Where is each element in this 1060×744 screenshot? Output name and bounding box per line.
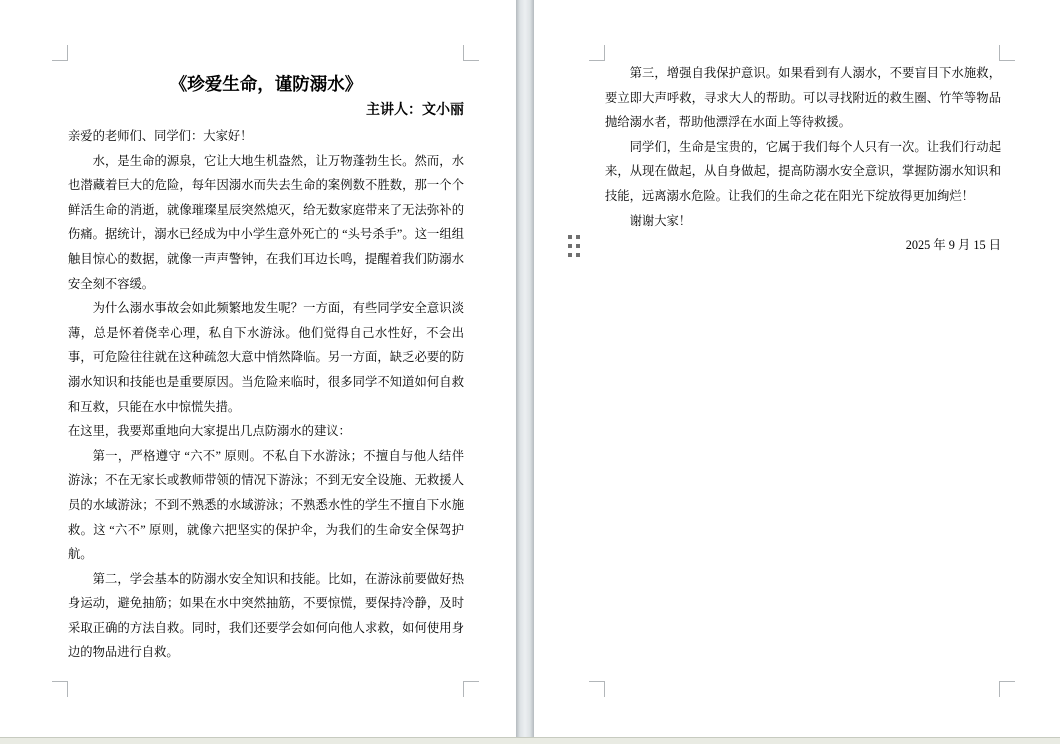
margin-corner-mark: [589, 681, 605, 697]
page-2: [534, 0, 1060, 737]
margin-corner-mark: [52, 45, 68, 61]
paragraph-indent[interactable]: 第二，学会基本的防溺水安全知识和技能。比如，在游泳前要做好热身运动，避免抽筋；如果在水中突然抽筋，不要惊慌，要保持冷静，及时采取正确的方法自救。同时，我们还要学会如何向他人求救，如何使用身边的物品进行自救。: [68, 571, 464, 660]
paragraph-flush[interactable]: 亲爱的老师们、同学们：大家好！: [68, 129, 253, 143]
paragraph-indent[interactable]: 为什么溺水事故会如此频繁地发生呢？一方面，有些同学安全意识淡薄，总是怀着侥幸心理，私自下水游泳。他们觉得自己水性好，不会出事，可危险往往就在这种疏忽大意中悄然降临。另一方面，缺乏必要的防溺水知识和技能也是重要原因。当危险来临时，很多同学不知道如何自救和互救，只能在水中惊慌失措。: [68, 301, 464, 414]
paragraph-indent[interactable]: 同学们，生命是宝贵的，它属于我们每个人只有一次。让我们行动起来，从现在做起，从自身做起，提高防溺水安全意识，掌握防溺水知识和技能，远离溺水危险。让我们的生命之花在阳光下绽放得更加绚烂！: [605, 139, 1001, 203]
margin-corner-mark: [999, 681, 1015, 697]
drag-handle-icon[interactable]: [568, 235, 580, 257]
margin-corner-mark: [463, 681, 479, 697]
paragraph-byline[interactable]: 主讲人：文小丽: [366, 103, 464, 118]
paragraph-flush[interactable]: 在这里，我要郑重地向大家提出几点防溺水的建议：: [68, 424, 351, 439]
canvas-background-strip: [0, 737, 1060, 744]
paragraph-right[interactable]: 2025 年 9 月 15 日: [905, 238, 1001, 253]
paragraph-title[interactable]: 《珍爱生命，谨防溺水》: [169, 74, 363, 94]
paragraph-indent[interactable]: 第一，严格遵守 “六不” 原则。不私自下水游泳；不擅自与他人结伴游泳；不在无家长或教师带领的情况下游泳；不到无安全设施、无救援人员的水域游泳；不到不熟悉的水域游泳；不熟悉水性的学生不擅自下水施救。这 “六不” 原则，就像六把坚实的保护伞，为我们的生命安全保驾护航。: [68, 448, 464, 562]
page-gap: [516, 0, 534, 737]
page-1: [0, 0, 516, 737]
margin-corner-mark: [463, 45, 479, 61]
page-2-text-area[interactable]: [605, 61, 1001, 258]
paragraph-indent[interactable]: 水，是生命的源泉，它让大地生机盎然，让万物蓬勃生长。然而，水也潜藏着巨大的危险，每年因溺水而失去生命的案例数不胜数，那一个个鲜活生命的消逝，就像璀璨星辰突然熄灭，给无数家庭带来了无法弥补的伤痛。据统计，溺水已经成为中小学生意外死亡的 “头号杀手”。这一组组触目惊心的数据，就像一声声警钟，在我们耳边长鸣，提醒着我们防溺水安全刻不容缓。: [68, 153, 464, 291]
paragraph-indent[interactable]: 第三，增强自我保护意识。如果看到有人溺水，不要盲目下水施救，要立即大声呼救，寻求大人的帮助。可以寻找附近的救生圈、竹竿等物品抛给溺水者，帮助他漂浮在水面上等待救援。: [605, 66, 1001, 130]
margin-corner-mark: [52, 681, 68, 697]
page-1-text-area[interactable]: [68, 61, 464, 665]
paragraph-indent[interactable]: 谢谢大家！: [629, 213, 692, 228]
margin-corner-mark: [589, 45, 605, 61]
margin-corner-mark: [999, 45, 1015, 61]
